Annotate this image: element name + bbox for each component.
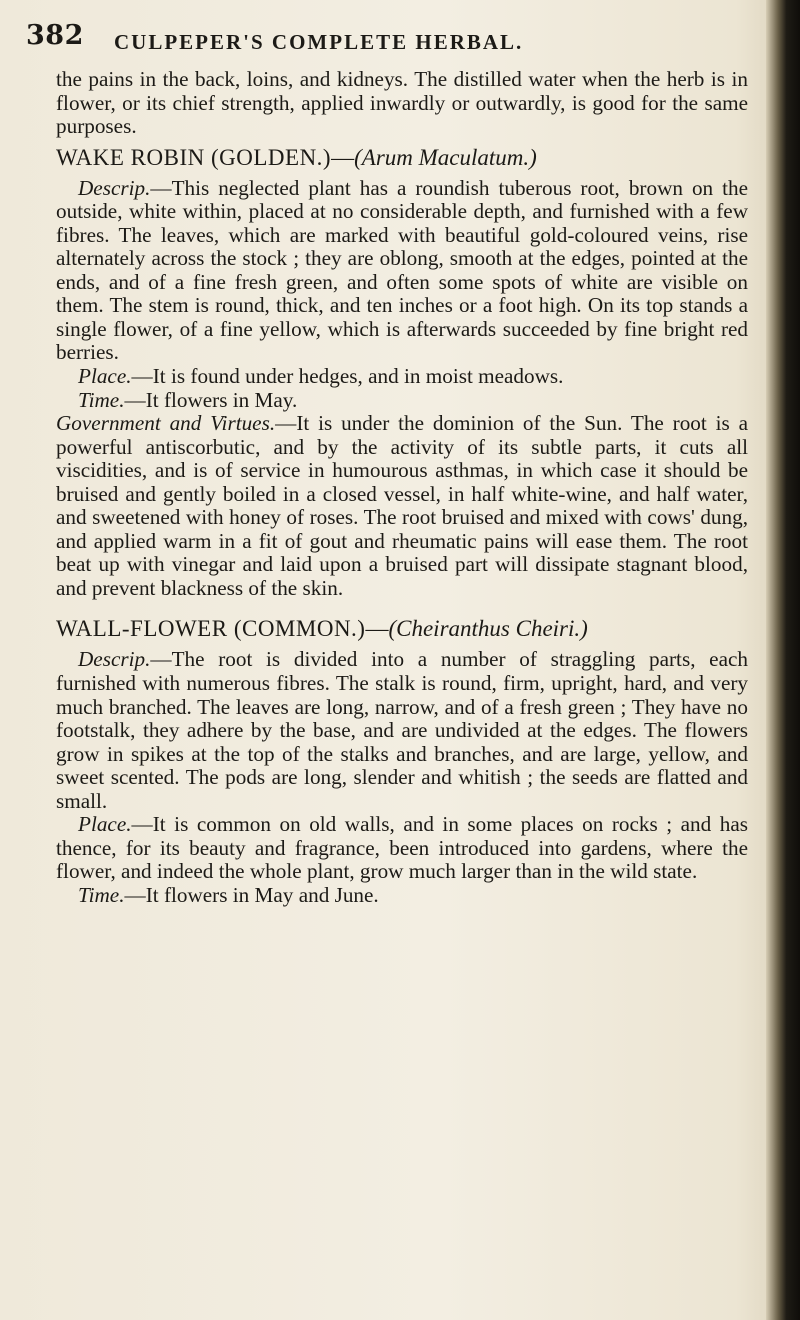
entry-heading xyxy=(56,143,748,173)
place-label: Place. xyxy=(78,812,132,837)
opening-paragraph: the pains in the back, loins, and kidneys. The distilled water when the herb is in flower, or its chief strength, applied inwardly or outwardly, is good for the same purposes. xyxy=(56,67,748,139)
entry-name: WAKE ROBIN (GOLDEN.) xyxy=(56,144,332,170)
page-header xyxy=(26,20,746,64)
entry-government xyxy=(56,412,748,600)
page-binding-edge xyxy=(766,0,800,1320)
running-title: CULPEPER'S COMPLETE HERBAL. xyxy=(114,30,524,54)
heading-dash: — xyxy=(365,616,389,642)
entry-place xyxy=(56,813,748,884)
time-label: Time. xyxy=(78,387,125,412)
page-number: 382 xyxy=(26,20,84,51)
entry-description xyxy=(56,177,748,365)
descrip-text: —This neglected plant has a roundish tuberous root, brown on the outside, white within, placed at no considerable depth, and furnished with a few fibres. The leaves, which are marked with beautiful gold-coloured veins, rise alternately across the stock ; they are oblong, smooth at the edges, pointed at the ends, and of a fine fresh green, and often some spots of white are visible on them. The stem is round, thick, and ten inches or a foot high. On its top stands a single flower, of a fine yellow, which is afterwards succeeded by fine bright red berries. xyxy=(56,175,748,365)
time-text: —It flowers in May and June. xyxy=(124,882,379,907)
heading-dash: — xyxy=(331,144,355,170)
entry-heading xyxy=(56,614,748,644)
entry-latin-name: (Cheiranthus Cheiri.) xyxy=(388,616,588,642)
entry-place xyxy=(56,365,748,389)
government-text: —It is under the dominion of the Sun. The root is a powerful antiscorbutic, and by the activity of its subtle parts, it cuts all viscidities, and is of service in humourous asthmas, in which case it should be bruised and gently boiled in a closed vessel, in half white-wine, and half water, and sweetened with honey of roses. The root bruised and mixed with cows' dung, and applied warm in a fit of gout and rheumatic pains will ease them. The root beat up with vinegar and laid upon a bruised part will dissipate stagnant blood, and prevent blackness of the skin. xyxy=(56,411,748,600)
descrip-label: Descrip. xyxy=(78,647,151,672)
entry-description xyxy=(56,648,748,813)
entry-time xyxy=(56,884,748,908)
page-body xyxy=(56,68,748,908)
time-text: —It flowers in May. xyxy=(124,387,298,412)
time-label: Time. xyxy=(78,882,125,907)
government-label: Government and Virtues. xyxy=(56,411,276,436)
place-label: Place. xyxy=(78,364,132,389)
descrip-label: Descrip. xyxy=(78,175,151,200)
place-text: —It is found under hedges, and in moist meadows. xyxy=(131,364,564,389)
entry-latin-name: (Arum Maculatum.) xyxy=(354,144,537,170)
entry-name: WALL-FLOWER (COMMON.) xyxy=(56,616,366,642)
place-text: —It is common on old walls, and in some places on rocks ; and has thence, for its beauty and fragrance, been introduced into gardens, where the flower, and indeed the whole plant, grow much larger than in the wild state. xyxy=(56,812,748,884)
descrip-text: —The root is divided into a number of straggling parts, each furnished with numerous fibres. The stalk is round, firm, upright, hard, and very much branched. The leaves are long, narrow, and of a fresh green ; They have no footstalk, they adhere by the base, and are undivided at the edges. The flowers grow in spikes at the top of the stalks and branches, and are large, yellow, and sweet scented. The pods are long, slender and whitish ; the seeds are flatted and small. xyxy=(56,647,748,813)
entry-time xyxy=(56,389,748,413)
